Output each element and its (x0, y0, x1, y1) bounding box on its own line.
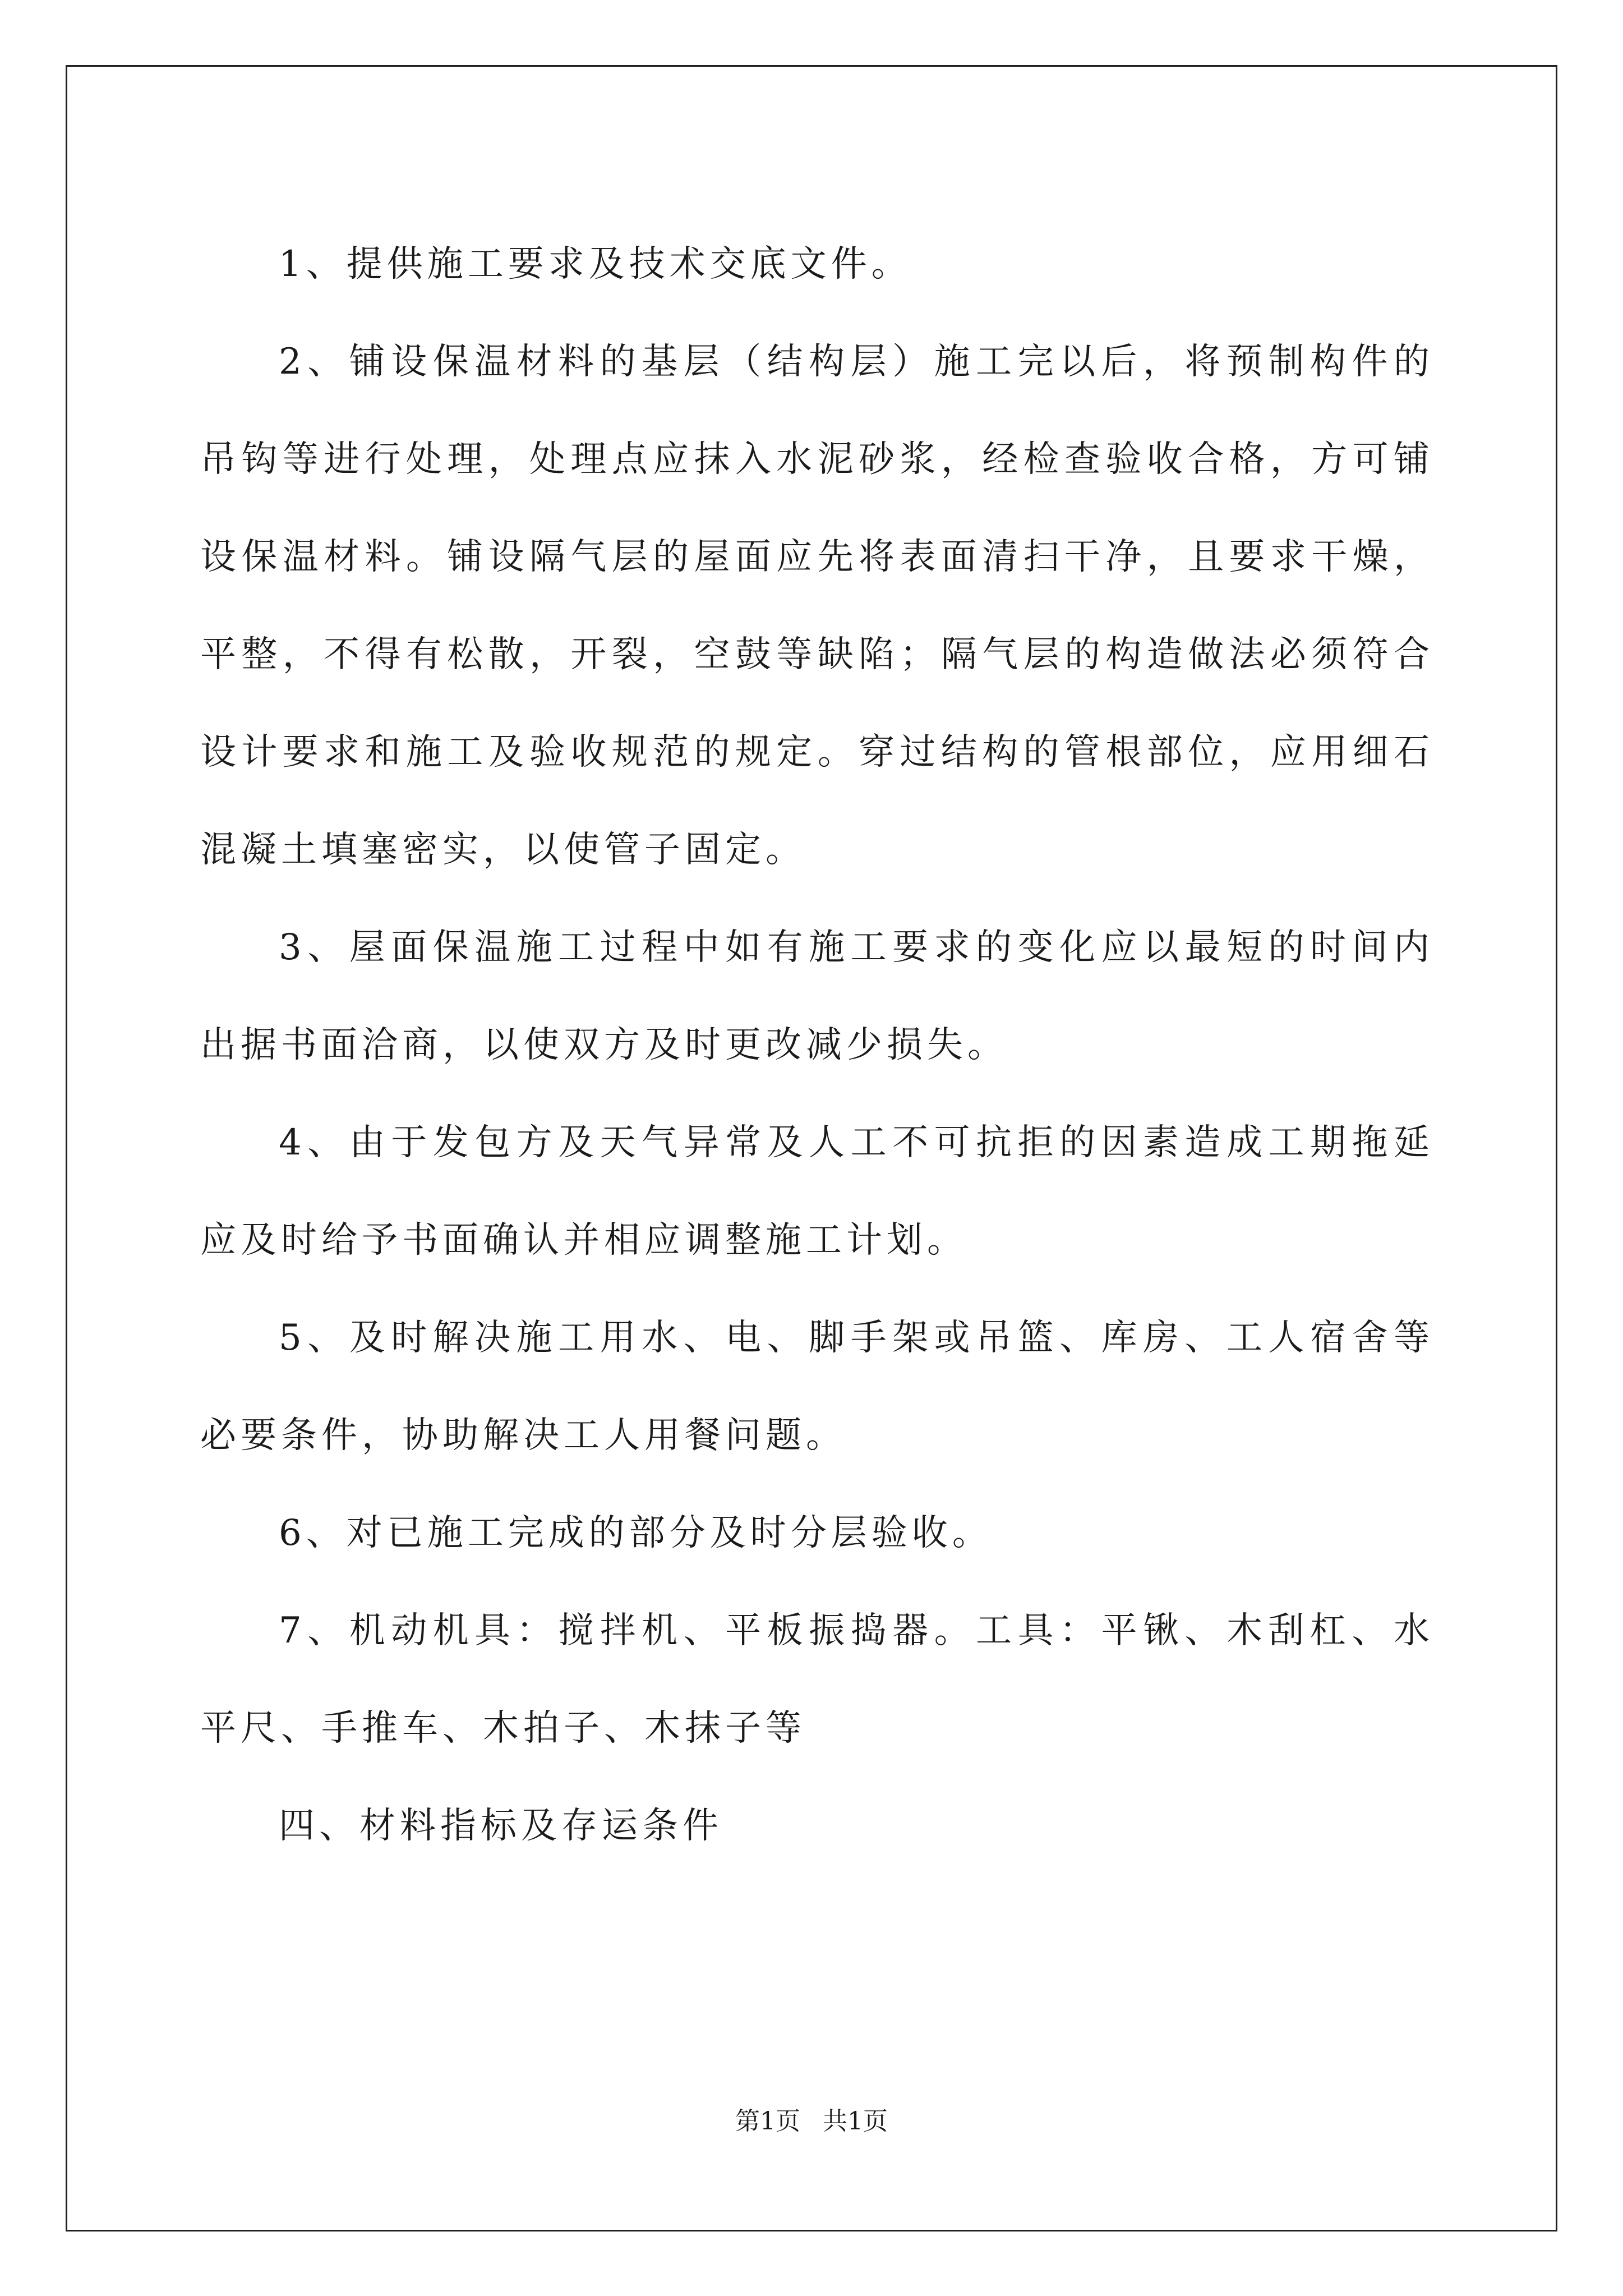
paragraph-3: 3、屋面保温施工过程中如有施工要求的变化应以最短的时间内出据书面洽商，以使双方及时更改减少损失。 (200, 927, 1434, 1066)
paragraph-4: 4、由于发包方及天气异常及人工不可抗拒的因素造成工期拖延应及时给予书面确认并相应调整施工计划。 (200, 1122, 1434, 1261)
page-number-total: 共1页 (823, 2107, 888, 2136)
paragraph-2: 2、铺设保温材料的基层（结构层）施工完以后，将预制构件的吊钩等进行处理，处理点应抹入水泥砂浆，经检查验收合格，方可铺设保温材料。铺设隔气层的屋面应先将表面清扫干净，且要求干燥，平整，不得有松散，开裂，空鼓等缺陷；隔气层的构造做法必须符合设计要求和施工及验收规范的规定。穿过结构的管根部位，应用细石混凝土填塞密实，以使管子固定。 (200, 341, 1434, 871)
page-number-current: 第1页 (735, 2107, 800, 2136)
paragraph-6: 6、对已施工完成的部分及时分层验收。 (279, 1512, 993, 1554)
paragraph-1: 1、提供施工要求及技术交底文件。 (279, 243, 912, 285)
page-footer (0, 2101, 1623, 2137)
paragraph-7: 7、机动机具：搅拌机、平板振捣器。工具：平锹、木刮杠、水平尺、手推车、木拍子、木抹子等 (200, 1610, 1434, 1749)
paragraph-5: 5、及时解决施工用水、电、脚手架或吊篮、库房、工人宿舍等必要条件，协助解决工人用餐问题。 (200, 1317, 1434, 1456)
section-heading-4: 四、材料指标及存运条件 (279, 1805, 723, 1847)
document-body (200, 215, 1434, 1875)
